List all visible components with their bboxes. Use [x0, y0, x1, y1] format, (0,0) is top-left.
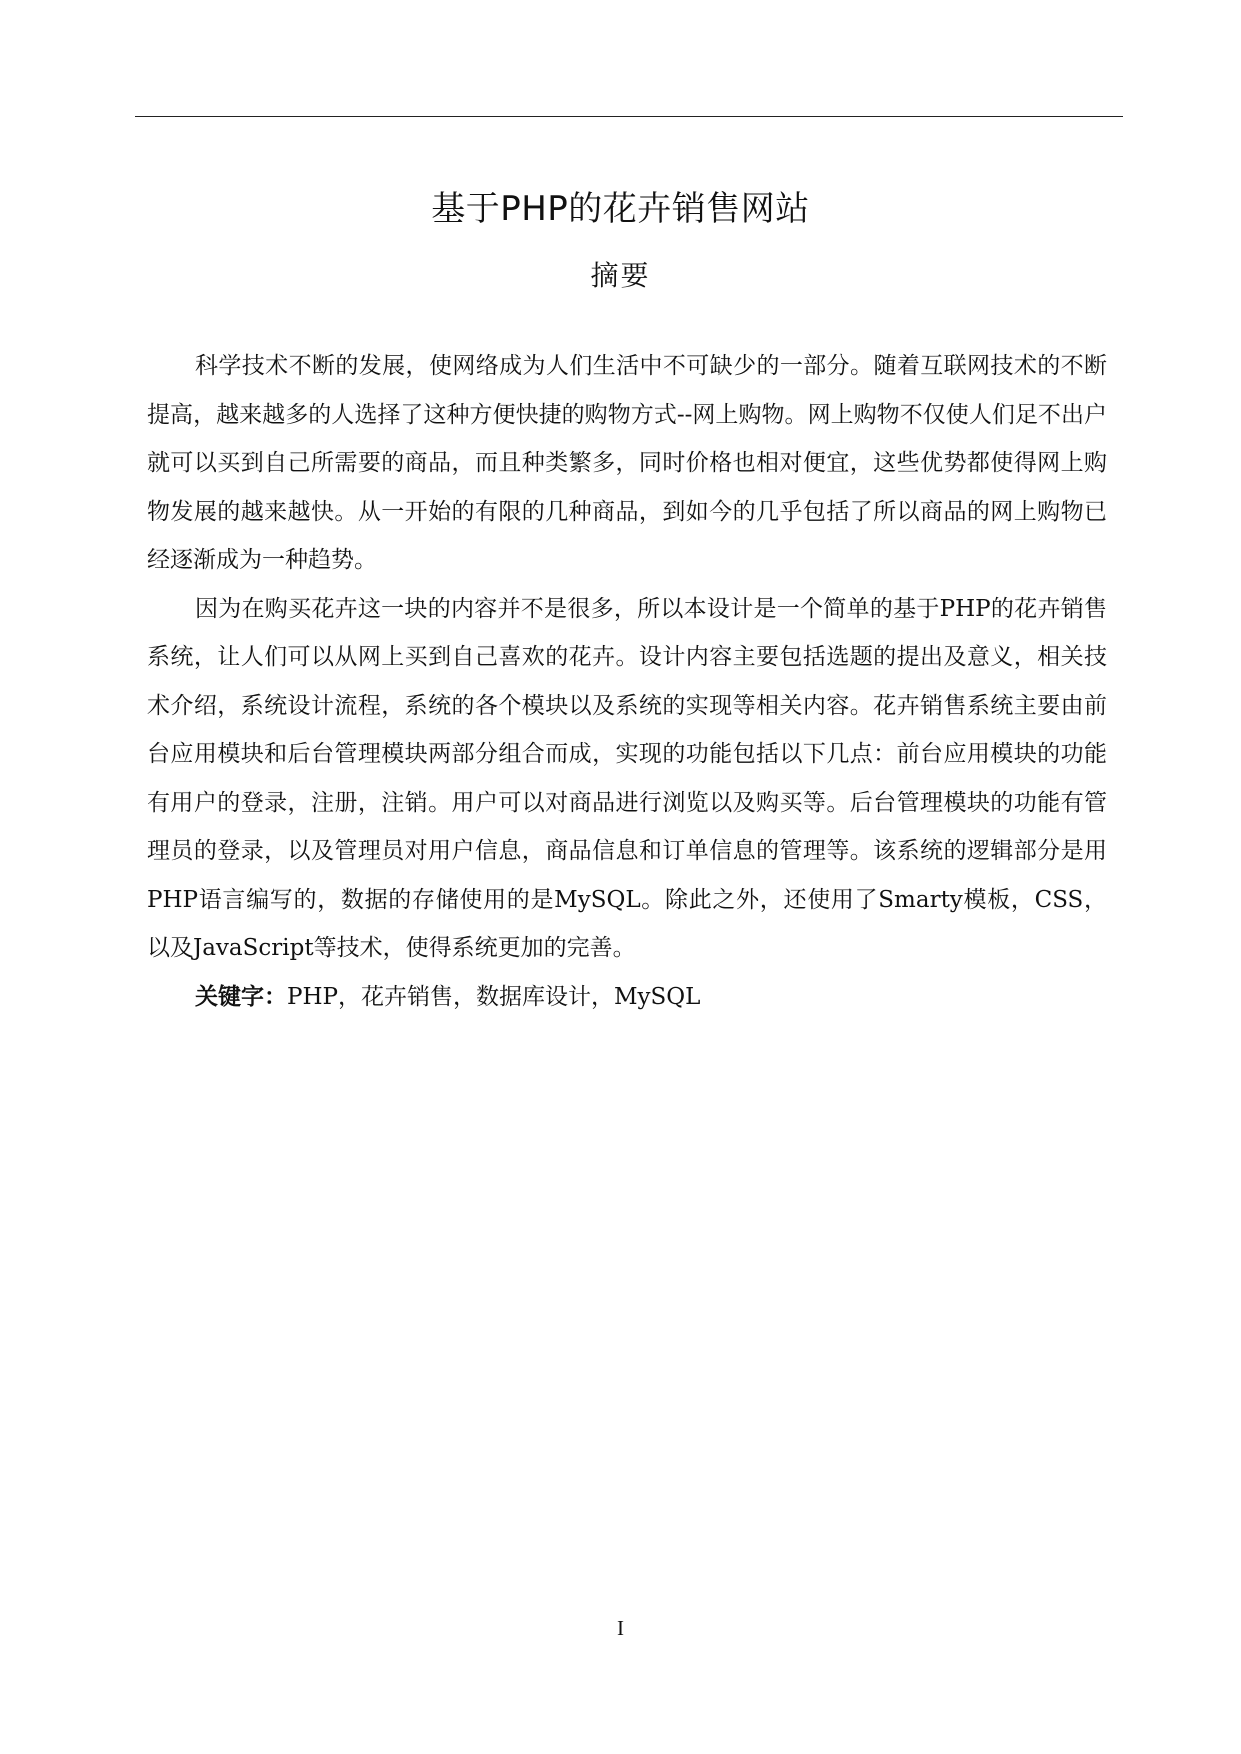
header-rule: [135, 116, 1123, 117]
keywords-value: PHP，花卉销售，数据库设计，MySQL: [287, 983, 701, 1010]
keywords-line: [147, 973, 1107, 1021]
abstract-body: [147, 342, 1107, 1021]
abstract-paragraph-1: 科学技术不断的发展，使网络成为人们生活中不可缺少的一部分。随着互联网技术的不断提高，越来越多的人选择了这种方便快捷的购物方式--网上购物。网上购物不仅使人们足不出户就可以买到自己所需要的商品，而且种类繁多，同时价格也相对便宜，这些优势都使得网上购物发展的越来越快。从一开始的有限的几种商品，到如今的几乎包括了所以商品的网上购物已经逐渐成为一种趋势。: [147, 353, 1107, 573]
abstract-paragraph-2: 因为在购买花卉这一块的内容并不是很多，所以本设计是一个简单的基于PHP的花卉销售系统，让人们可以从网上买到自己喜欢的花卉。设计内容主要包括选题的提出及意义，相关技术介绍，系统设计流程，系统的各个模块以及系统的实现等相关内容。花卉销售系统主要由前台应用模块和后台管理模块两部分组合而成，实现的功能包括以下几点：前台应用模块的功能有用户的登录，注册，注销。用户可以对商品进行浏览以及购买等。后台管理模块的功能有管理员的登录，以及管理员对用户信息，商品信息和订单信息的管理等。该系统的逻辑部分是用PHP语言编写的，数据的存储使用的是MySQL。除此之外，还使用了Smarty模板，CSS，以及JavaScript等技术，使得系统更加的完善。: [147, 595, 1107, 961]
document-title: 基于PHP的花卉销售网站: [431, 189, 810, 229]
page-number: I: [617, 1616, 624, 1640]
abstract-heading: 摘要: [590, 259, 651, 292]
keywords-label: 关键字：: [195, 983, 287, 1010]
